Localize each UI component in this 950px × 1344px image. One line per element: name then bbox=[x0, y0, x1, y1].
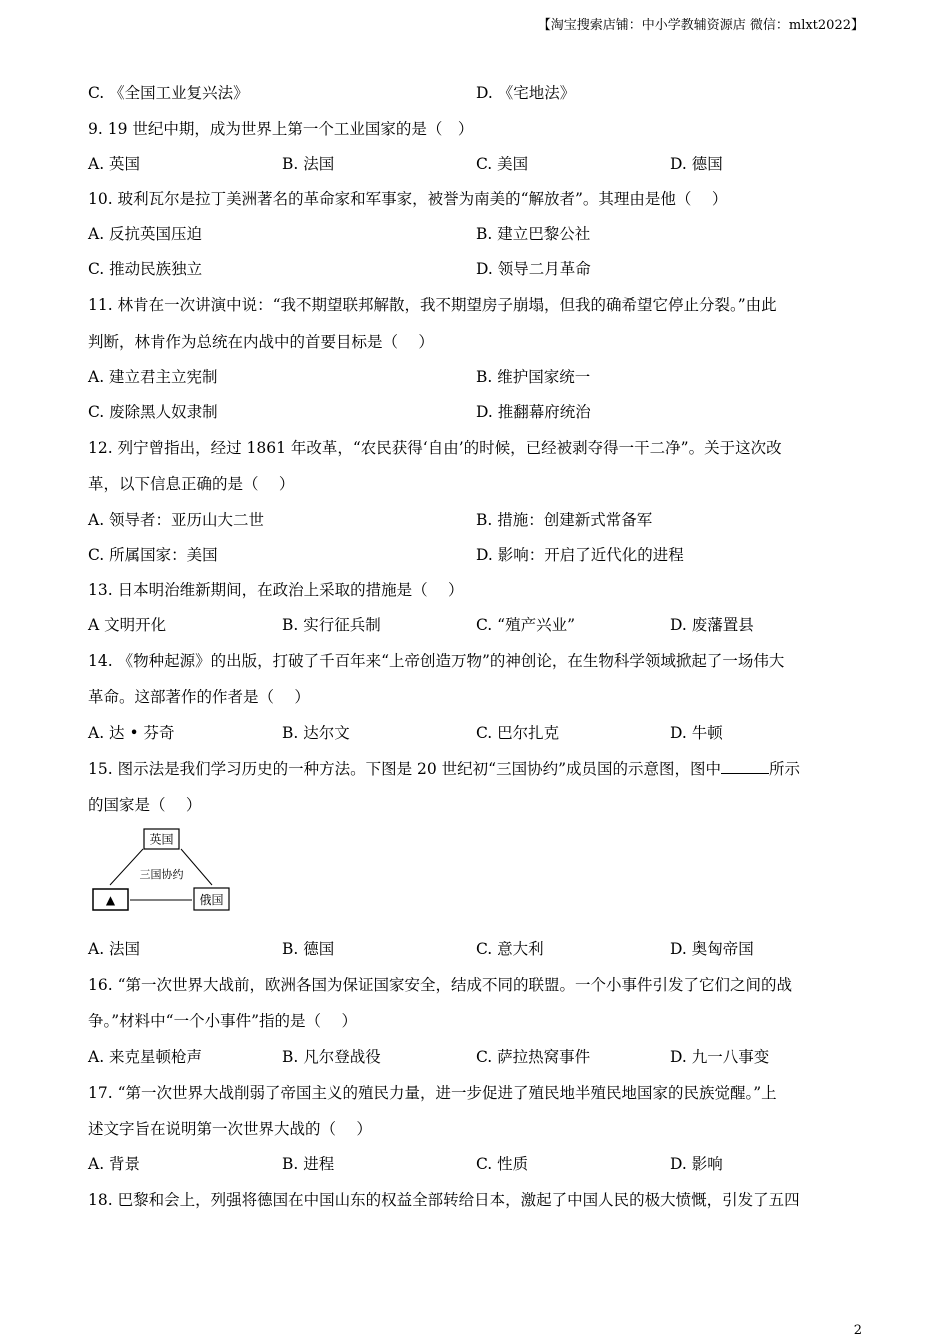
q12-options-row2 bbox=[88, 543, 868, 565]
q11-option-c[interactable]: C. 废除黑人奴隶制 bbox=[88, 403, 218, 421]
q12-option-d[interactable]: D. 影响：开启了近代化的进程 bbox=[476, 546, 684, 564]
q15-option-b[interactable]: B. 德国 bbox=[282, 940, 335, 958]
q11-option-b[interactable]: B. 维护国家统一 bbox=[476, 368, 591, 386]
q10-options-row2 bbox=[88, 257, 868, 279]
q14-option-a[interactable]: A. 达 • 芬奇 bbox=[88, 724, 175, 742]
triple-entente-diagram bbox=[88, 826, 238, 918]
q17-option-b[interactable]: B. 进程 bbox=[282, 1155, 335, 1173]
q16-option-c[interactable]: C. 萨拉热窝事件 bbox=[476, 1048, 591, 1066]
q17-option-c[interactable]: C. 性质 bbox=[476, 1155, 529, 1173]
q11-stem-line1: 11. 林肯在一次讲演中说：“我不期望联邦解散，我不期望房子崩塌，但我的确希望它停止分裂。”由此 bbox=[88, 296, 777, 314]
q14-options bbox=[88, 721, 868, 743]
q17-options bbox=[88, 1152, 868, 1174]
q13-option-c[interactable]: C. “殖产兴业” bbox=[476, 616, 576, 634]
q14-option-d[interactable]: D. 牛顿 bbox=[670, 724, 723, 742]
q13-stem: 13. 日本明治维新期间，在政治上采取的措施是（ ） bbox=[88, 581, 464, 599]
q15-option-a[interactable]: A. 法国 bbox=[88, 940, 141, 958]
diagram-label-left: ▲ bbox=[105, 893, 116, 907]
q11-option-d[interactable]: D. 推翻幕府统治 bbox=[476, 403, 591, 421]
q8-options bbox=[88, 81, 868, 103]
q15-stem-part-a: 15. 图示法是我们学习历史的一种方法。下图是 20 世纪初“三国协约”成员国的示意图，图中 bbox=[88, 760, 722, 778]
q10-options-row1 bbox=[88, 222, 868, 244]
q9-option-b[interactable]: B. 法国 bbox=[282, 155, 335, 173]
q15-option-d[interactable]: D. 奥匈帝国 bbox=[670, 940, 754, 958]
q10-option-c[interactable]: C. 推动民族独立 bbox=[88, 260, 203, 278]
q17-stem-line2: 述文字旨在说明第一次世界大战的（ ） bbox=[88, 1120, 372, 1138]
q15-stem-line1 bbox=[88, 757, 800, 779]
q11-option-a[interactable]: A. 建立君主立宪制 bbox=[88, 368, 218, 386]
q9-option-d[interactable]: D. 德国 bbox=[670, 155, 723, 173]
q13-option-d[interactable]: D. 废藩置县 bbox=[670, 616, 754, 634]
q15-blank bbox=[721, 759, 769, 774]
q13-option-a[interactable]: A 文明开化 bbox=[88, 616, 167, 634]
diagram-label-right: 俄国 bbox=[199, 893, 224, 907]
q10-option-d[interactable]: D. 领导二月革命 bbox=[476, 260, 591, 278]
q13-option-b[interactable]: B. 实行征兵制 bbox=[282, 616, 381, 634]
q11-stem-line2: 判断，林肯作为总统在内战中的首要目标是（ ） bbox=[88, 333, 434, 351]
q14-option-b[interactable]: B. 达尔文 bbox=[282, 724, 350, 742]
q11-options-row1 bbox=[88, 365, 868, 387]
header-note: 【淘宝搜索店铺：中小学教辅资源店 微信：mlxt2022】 bbox=[537, 18, 864, 33]
q17-option-d[interactable]: D. 影响 bbox=[670, 1155, 723, 1173]
diagram-edge-left bbox=[110, 849, 143, 885]
q12-stem-line2: 革，以下信息正确的是（ ） bbox=[88, 475, 295, 493]
q14-stem-line1: 14. 《物种起源》的出版，打破了千百年来“上帝创造万物”的神创论，在生物科学领域掀起了一场伟大 bbox=[88, 652, 785, 670]
q15-options bbox=[88, 937, 868, 959]
q10-option-a[interactable]: A. 反抗英国压迫 bbox=[88, 225, 203, 243]
q14-option-c[interactable]: C. 巴尔扎克 bbox=[476, 724, 560, 742]
q15-option-c[interactable]: C. 意大利 bbox=[476, 940, 544, 958]
q16-stem-line1: 16. “第一次世界大战前，欧洲各国为保证国家安全，结成不同的联盟。一个小事件引发了它们之间的战 bbox=[88, 976, 793, 994]
q8-option-d[interactable]: D. 《宅地法》 bbox=[476, 84, 576, 102]
q17-stem-line1: 17. “第一次世界大战削弱了帝国主义的殖民力量，进一步促进了殖民地半殖民地国家的民族觉醒。”上 bbox=[88, 1084, 777, 1102]
q11-options-row2 bbox=[88, 400, 868, 422]
q9-option-a[interactable]: A. 英国 bbox=[88, 155, 141, 173]
q9-option-c[interactable]: C. 美国 bbox=[476, 155, 529, 173]
diagram-edge-right bbox=[181, 849, 212, 885]
q8-option-c[interactable]: C. 《全国工业复兴法》 bbox=[88, 84, 249, 102]
q16-option-d[interactable]: D. 九一八事变 bbox=[670, 1048, 770, 1066]
q17-option-a[interactable]: A. 背景 bbox=[88, 1155, 141, 1173]
q15-stem-line2: 的国家是（ ） bbox=[88, 796, 202, 814]
q9-options bbox=[88, 152, 868, 174]
q10-stem: 10. 玻利瓦尔是拉丁美洲著名的革命家和军事家，被誉为南美的“解放者”。其理由是他（ ） bbox=[88, 190, 728, 208]
q16-options bbox=[88, 1045, 868, 1067]
q12-option-c[interactable]: C. 所属国家：美国 bbox=[88, 546, 218, 564]
q13-options bbox=[88, 613, 868, 635]
q9-stem: 9. 19 世纪中期，成为世界上第一个工业国家的是（ ） bbox=[88, 120, 474, 138]
q15-stem-part-b: 所示 bbox=[769, 760, 801, 778]
q14-stem-line2: 革命。这部著作的作者是（ ） bbox=[88, 688, 310, 706]
q12-option-b[interactable]: B. 措施：创建新式常备军 bbox=[476, 511, 653, 529]
q16-option-a[interactable]: A. 来克星顿枪声 bbox=[88, 1048, 203, 1066]
q12-options-row1 bbox=[88, 508, 868, 530]
q16-option-b[interactable]: B. 凡尔登战役 bbox=[282, 1048, 381, 1066]
page-number: 2 bbox=[853, 1323, 862, 1338]
q16-stem-line2: 争。”材料中“一个小事件”指的是（ ） bbox=[88, 1012, 357, 1030]
q10-option-b[interactable]: B. 建立巴黎公社 bbox=[476, 225, 591, 243]
diagram-label-center: 三国协约 bbox=[139, 868, 184, 881]
q12-stem-line1: 12. 列宁曾指出，经过 1861 年改革，“农民获得‘自由’的时候，已经被剥夺得一干二净”。关于这次改 bbox=[88, 439, 782, 457]
q18-stem-line1: 18. 巴黎和会上，列强将德国在中国山东的权益全部转给日本，激起了中国人民的极大愤慨，引发了五四 bbox=[88, 1191, 800, 1209]
q12-option-a[interactable]: A. 领导者：亚历山大二世 bbox=[88, 511, 265, 529]
diagram-label-top: 英国 bbox=[149, 832, 174, 847]
